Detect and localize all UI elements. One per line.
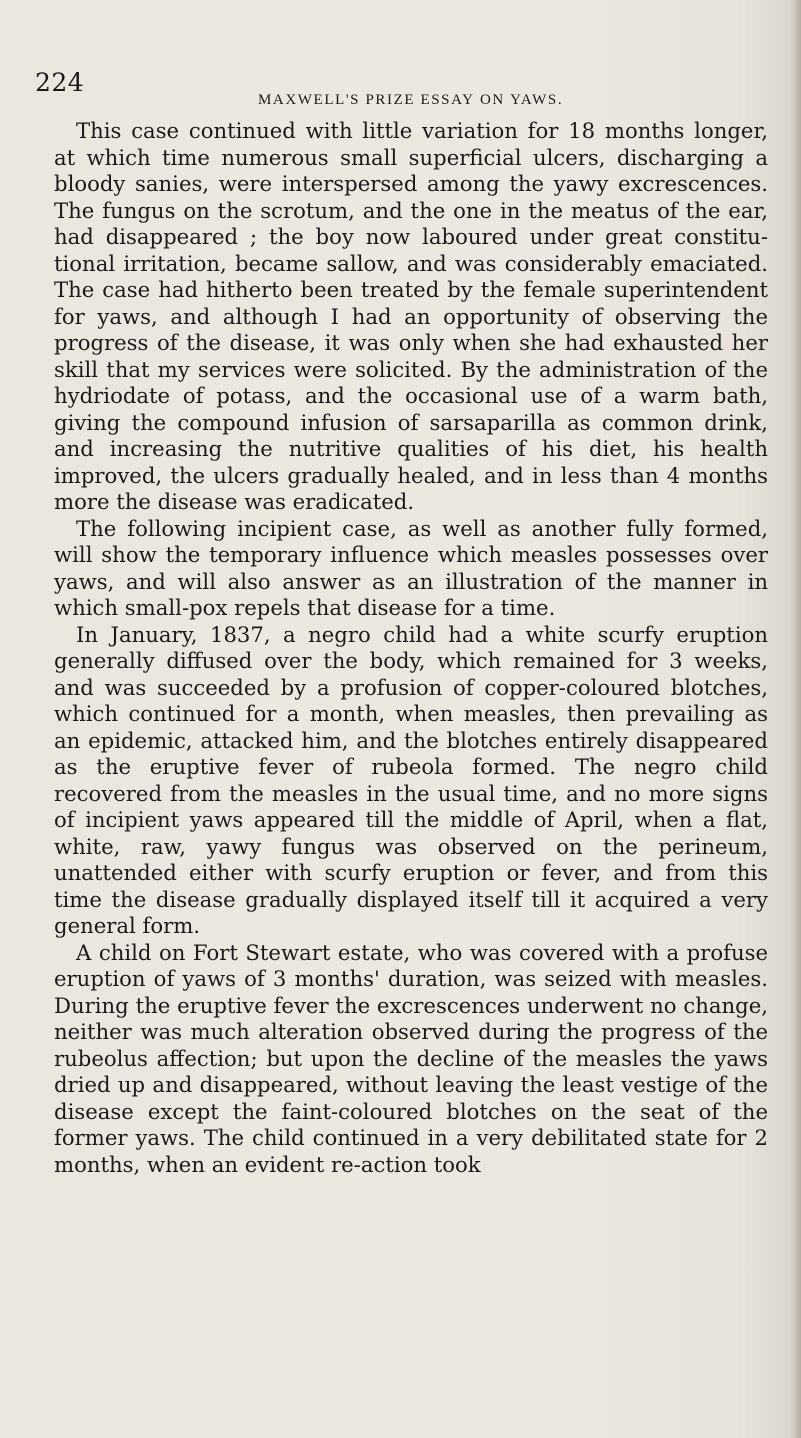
page-edge-shadow <box>791 0 801 1438</box>
paragraph-january-case: In January, 1837, a negro child had a white scurfy eruption generally diffused over the body, which remained for 3 weeks, and was succeeded by a profusion of copper-coloured blotches, which continued for a month, when measles, then prevailing as an epidemic, attacked him, and the blotches entirely disappeared as the eruptive fever of rubeola formed. The negro child recovered from the measles in the usual time, and no more signs of incipient yaws appeared till the middle of April, when a flat, white, raw, yawy fungus was observed on the perineum, unattended either with scurfy eruption or fever, and from this time the disease gradually displayed itself till it acquired a very general form. <box>54 621 768 938</box>
paragraph-measles-intro: The following incipient case, as well as another fully formed, will show the temporary influence which measles possesses over yaws, and will also answer as an illustration of the manner in which small-pox repels that disease for a time. <box>54 515 768 620</box>
paragraph-fort-stewart-case: A child on Fort Stewart estate, who was covered with a profuse eruption of yaws of 3 months' duration, was seized with measles. During the eruptive fever the excrescences underwent no change, neither was much alteration observed during the progress of the rubeolus affection; but upon the decline of the measles the yaws dried up and disappeared, without leaving the least vestige of the disease except the faint-coloured blotches on the seat of the former yaws. The child continued in a very debilitated state for 2 months, when an evident re-action took <box>54 939 768 1177</box>
body-text <box>54 118 768 1178</box>
paragraph-continuation: This case continued with little variation for 18 months longer, at which time numerous small superficial ulcers, discharging a bloody sanies, were interspersed among the yawy excrescences. The fungus on the scrotum, and the one in the meatus of the ear, had disappeared ; the boy now laboured under great constitu-tional irritation, became sallow, and was considerably emaciated. The case had hitherto been treated by the female superintendent for yaws, and although I had an opportunity of observing the progress of the disease, it was only when she had exhausted her skill that my services were solicited. By the administration of the hydriodate of potass, and the occasional use of a warm bath, giving the compound infusion of sarsaparilla as common drink, and increasing the nutritive qualities of his diet, his health improved, the ulcers gradually healed, and in less than 4 months more the disease was eradicated. <box>54 118 768 514</box>
running-title: maxwell's prize essay on yaws. <box>258 84 564 109</box>
page-number: 224 <box>35 68 85 97</box>
